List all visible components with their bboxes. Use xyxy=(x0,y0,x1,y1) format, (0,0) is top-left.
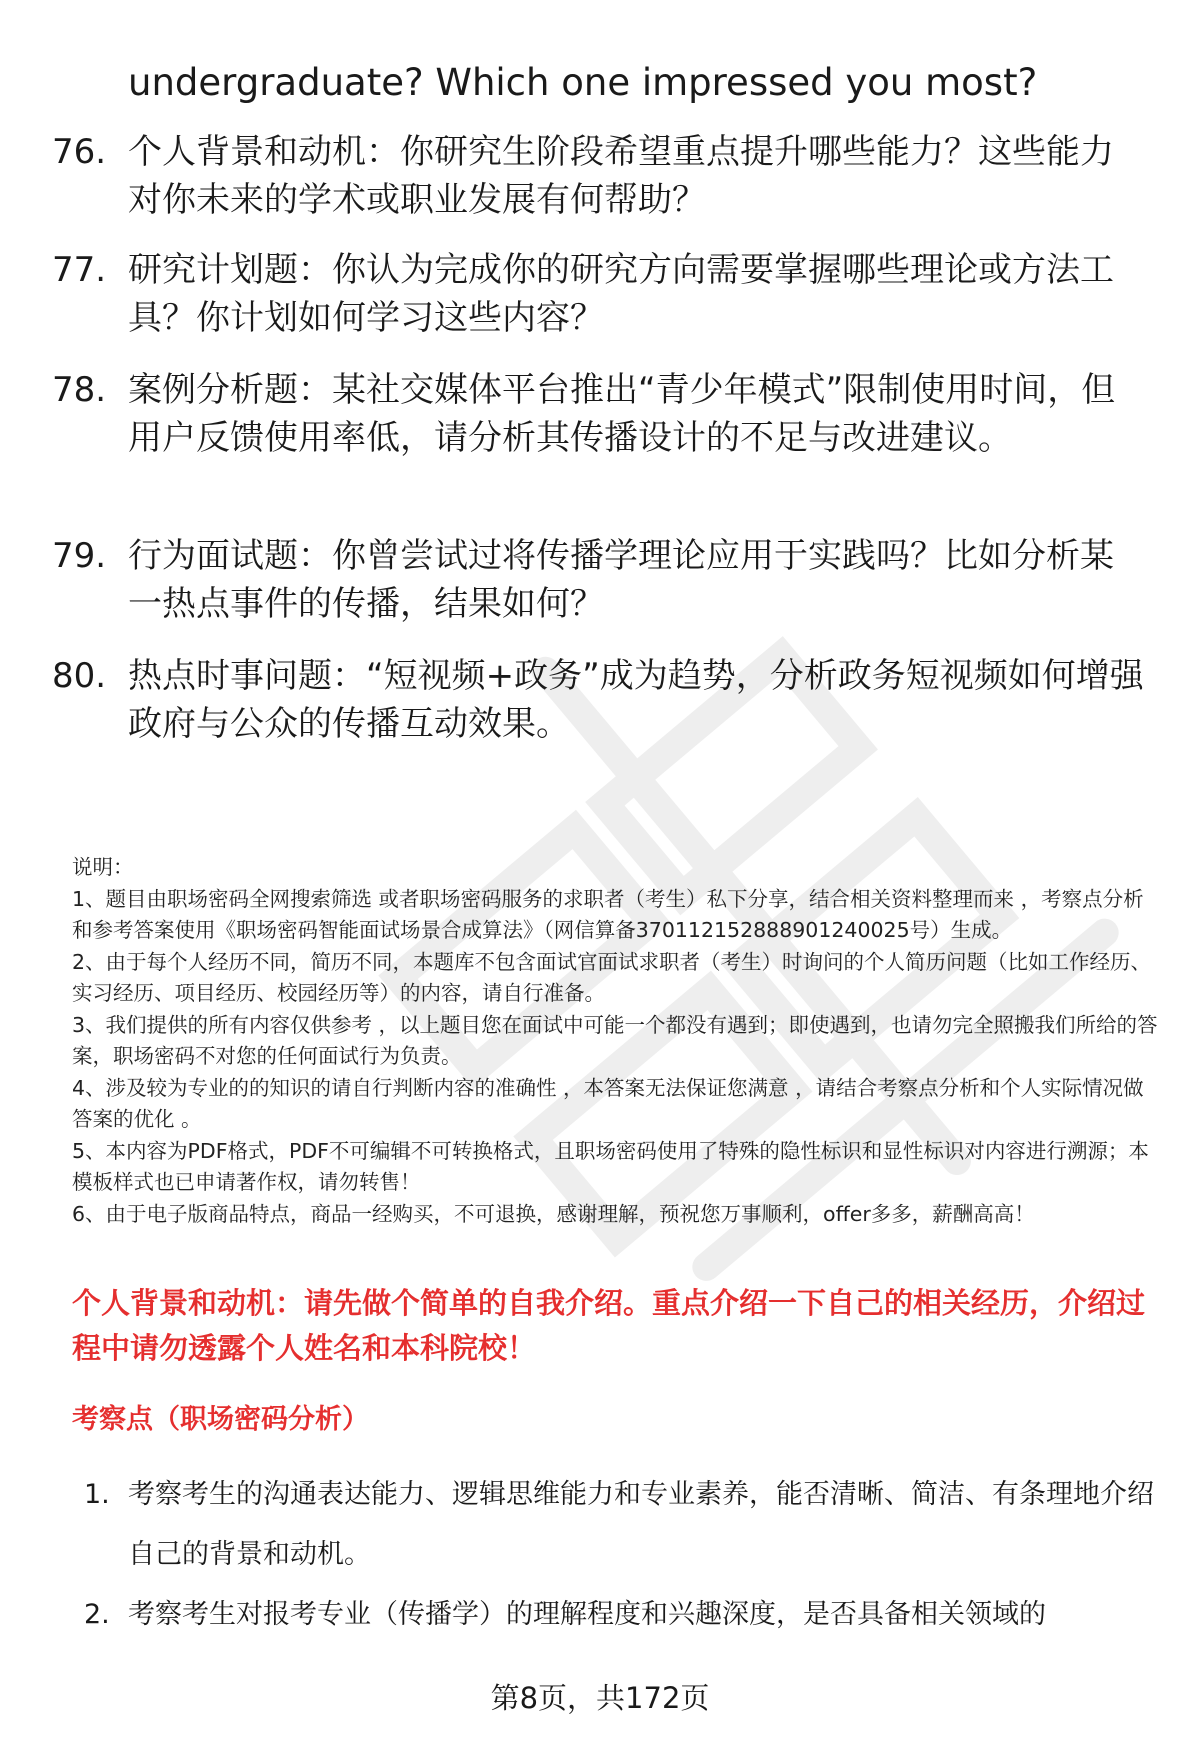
question-number: 79. xyxy=(52,536,107,576)
exam-point-item xyxy=(84,1465,1154,1585)
note-item: 6、由于电子版商品特点，商品一经购买，不可退换，感谢理解，预祝您万事顺利，offer多多，薪酬高高！ xyxy=(72,1201,1035,1226)
question-79 xyxy=(52,532,1152,628)
question-78 xyxy=(52,366,1152,462)
note-item: 1、题目由职场密码全网搜索筛选 或者职场密码服务的求职者（考生）私下分享，结合相关资料整理而来 ，考察点分析和参考答案使用《职场密码智能面试场景合成算法》（网信算备370112152888901240025号）生成。 xyxy=(72,886,1144,942)
question-80 xyxy=(52,652,1152,748)
question-number: 76. xyxy=(52,132,107,172)
question-text: 研究计划题：你认为完成你的研究方向需要掌握哪些理论或方法工具？你计划如何学习这些内容？ xyxy=(128,250,1114,338)
note-item: 3、我们提供的所有内容仅供参考 ，以上题目您在面试中可能一个都没有遇到；即使遇到，也请勿完全照搬我们所给的答案，职场密码不对您的任何面试行为负责。 xyxy=(72,1012,1158,1068)
question-text: 个人背景和动机：你研究生阶段希望重点提升哪些能力？这些能力对你未来的学术或职业发展有何帮助？ xyxy=(128,132,1114,220)
question-number: 77. xyxy=(52,250,107,290)
page-footer: 第8页，共172页 xyxy=(490,1681,710,1715)
note-item: 4、涉及较为专业的的知识的请自行判断内容的准确性 ，本答案无法保证您满意 ，请结合考察点分析和个人实际情况做答案的优化 。 xyxy=(72,1075,1144,1131)
exam-point-item xyxy=(84,1585,1154,1645)
notes-title: 说明： xyxy=(72,855,134,879)
question-text: 热点时事问题：“短视频+政务”成为趋势，分析政务短视频如何增强政府与公众的传播互动效果。 xyxy=(128,656,1144,744)
note-item: 5、本内容为PDF格式，PDF不可编辑不可转换格式，且职场密码使用了特殊的隐性标识和显性标识对内容进行溯源；本模板样式也已申请著作权，请勿转售！ xyxy=(72,1138,1149,1194)
featured-question: 个人背景和动机：请先做个简单的自我介绍。重点介绍一下自己的相关经历，介绍过程中请勿透露个人姓名和本科院校！ xyxy=(72,1286,1146,1365)
exam-point-text: 考察考生的沟通表达能力、逻辑思维能力和专业素养，能否清晰、简洁、有条理地介绍自己的背景和动机。 xyxy=(128,1479,1154,1570)
question-continuation: undergraduate? Which one impressed you most? xyxy=(128,61,1038,104)
exam-points-heading: 考察点（职场密码分析） xyxy=(72,1404,369,1435)
question-number: 80. xyxy=(52,656,107,696)
exam-point-text: 考察考生对报考专业（传播学）的理解程度和兴趣深度，是否具备相关领域的 xyxy=(128,1599,1046,1630)
exam-point-number: 1. xyxy=(84,1479,110,1510)
question-77 xyxy=(52,246,1152,342)
question-76 xyxy=(52,128,1152,224)
question-text: 行为面试题：你曾尝试过将传播学理论应用于实践吗？比如分析某一热点事件的传播，结果如何？ xyxy=(128,536,1114,624)
question-number: 78. xyxy=(52,370,107,410)
exam-point-number: 2. xyxy=(84,1599,110,1630)
note-item: 2、由于每个人经历不同，简历不同，本题库不包含面试官面试求职者（考生）时询问的个人简历问题（比如工作经历、实习经历、项目经历、校园经历等）的内容，请自行准备。 xyxy=(72,949,1152,1005)
question-text: 案例分析题：某社交媒体平台推出“青少年模式”限制使用时间，但用户反馈使用率低，请分析其传播设计的不足与改进建议。 xyxy=(128,370,1116,458)
notes-section xyxy=(72,852,1162,1230)
